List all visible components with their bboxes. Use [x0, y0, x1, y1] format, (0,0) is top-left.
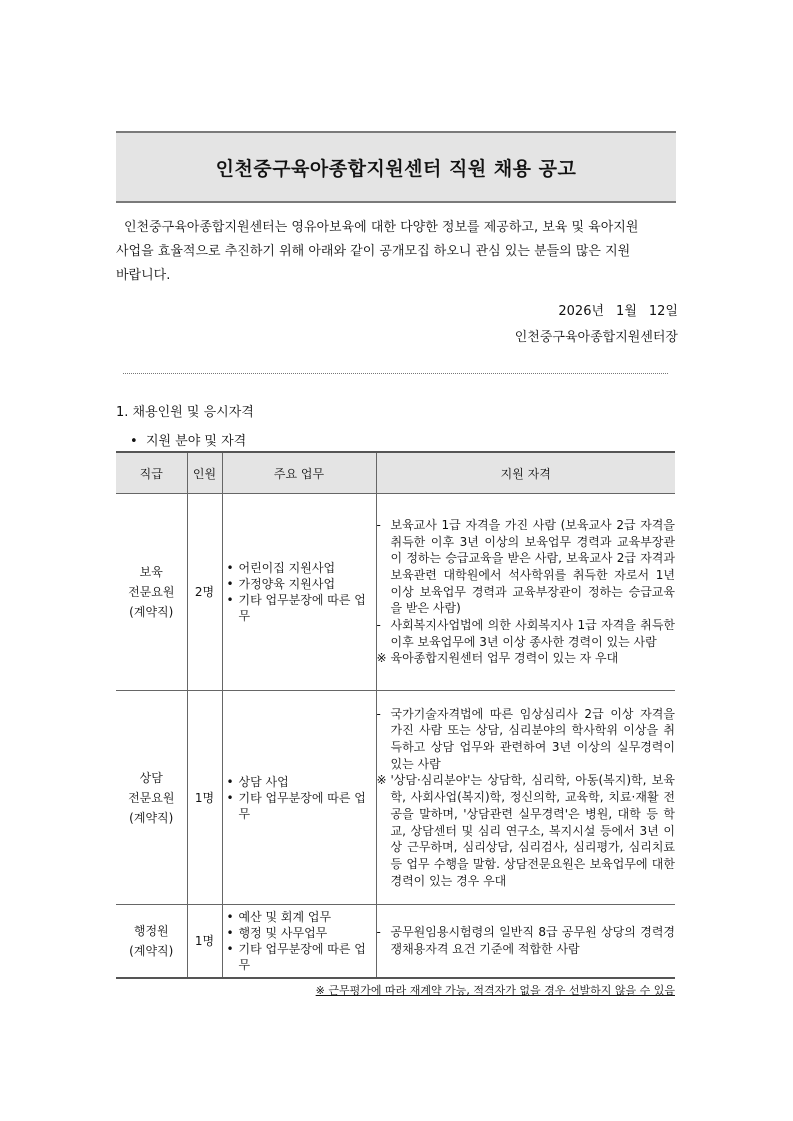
position-line: 상담	[139, 770, 163, 785]
duties-cell	[222, 905, 376, 978]
duty-item: • 가정양육 지원사업	[239, 576, 376, 592]
duty-item: • 행정 및 사무업무	[239, 925, 376, 941]
qualification-marker: -	[376, 706, 381, 721]
dotted-divider	[123, 373, 668, 374]
qualifications-cell	[376, 494, 675, 691]
qualification-text: 보육교사 1급 자격을 가진 사람 (보육교사 2급 자격을 취득한 이후 3년 이상의 보육업무 경력과 교육부장관이 정하는 승급교육을 받은 사람, 보육교사 2급 자격과 보육관련 대학원에서 석사학위를 취득한 자로서 1년 이상 보육업무 경력과 교육부장관이 정하는 승급교육을 받은 사람)	[390, 517, 675, 616]
qualification-item	[377, 617, 676, 650]
qualifications-cell	[376, 905, 675, 978]
notice-date	[515, 299, 678, 325]
recruitment-table	[116, 451, 675, 979]
position-line: (계약직)	[129, 605, 174, 619]
title-box	[116, 131, 676, 203]
position-line: (계약직)	[129, 810, 174, 825]
position-cell	[116, 905, 187, 978]
table-footnote: ※ 근무평가에 따라 재계약 가능, 적격자가 없을 경우 선발하지 않을 수 있음	[315, 984, 675, 997]
qualification-text: 국가기술자격법에 따른 임상심리사 2급 이상 자격을 가진 사람 또는 상담, 심리분야의 학사학위 이상을 취득하고 상담 업무와 관련하여 3년 이상의 실무경력이 있는 사람	[390, 706, 675, 771]
qualification-text: 사회복지사업법에 의한 사회복지사 1급 자격을 취득한 이후 보육업무에 3년 이상 종사한 경력이 있는 사람	[390, 618, 675, 649]
table-header-row	[116, 452, 675, 494]
intro-paragraph	[116, 216, 678, 288]
count-cell: 1명	[187, 905, 222, 978]
qualification-item	[377, 517, 676, 617]
qualification-marker: -	[376, 925, 381, 940]
duty-item: • 기타 업무분장에 따른 업무	[239, 790, 376, 822]
position-line: (계약직)	[129, 943, 174, 958]
header-position: 직급	[116, 452, 187, 494]
qualification-item	[377, 924, 676, 957]
duty-item: • 기타 업무분장에 따른 업무	[239, 941, 376, 973]
qualification-marker: ※	[376, 773, 387, 788]
qualification-text: '상담·심리분야'는 상담학, 심리학, 아동(복지)학, 보육학, 사회사업(복지)학, 정신의학, 교육학, 치료·재활 전공을 말하며, '상담관련 실무경력'은 병원, 대학 등 학교, 상담센터 및 심리 연구소, 복지시설 등에서 3년 이상 근무하며, 심리상담, 심리검사, 심리평가, 심리치료 등 업무 수행을 말함. 상담전문요원은 보육업무에 대한 경력이 있는 경우 우대	[390, 773, 675, 888]
duty-item: • 기타 업무분장에 따른 업무	[239, 592, 376, 624]
section-heading: 1. 채용인원 및 응시자격	[116, 405, 254, 420]
intro-line-2: 사업을 효율적으로 추진하기 위해 아래와 같이 공개모집 하오니 관심 있는 분들의 많은 지원	[116, 244, 631, 259]
intro-line-3: 바랍니다.	[116, 268, 171, 283]
count-cell: 1명	[187, 691, 222, 905]
table-row	[116, 494, 675, 691]
duty-item: • 상담 사업	[239, 774, 376, 790]
duties-cell	[222, 691, 376, 905]
header-duties: 주요 업무	[222, 452, 376, 494]
duties-cell	[222, 494, 376, 691]
qualification-item	[377, 650, 676, 667]
section-subheading: • 지원 분야 및 자격	[130, 434, 247, 449]
position-line: 행정원	[133, 923, 169, 938]
table-row	[116, 905, 675, 978]
qualification-marker: ※	[376, 651, 387, 666]
qualification-marker: -	[376, 618, 381, 633]
duty-item: • 예산 및 회계 업무	[239, 909, 376, 925]
header-count: 인원	[187, 452, 222, 494]
qualification-text: 육아종합지원센터 업무 경력이 있는 자 우대	[390, 651, 619, 666]
position-line: 전문요원	[128, 585, 175, 599]
date-month: 1월	[616, 304, 637, 319]
qualification-item	[377, 772, 676, 889]
position-cell	[116, 494, 187, 691]
duty-item: • 어린이집 지원사업	[239, 560, 376, 576]
issuer: 인천중구육아종합지원센터장	[514, 330, 678, 345]
qualification-item	[377, 706, 676, 773]
date-day: 12일	[648, 304, 678, 319]
section-subheading-text: 지원 분야 및 자격	[145, 434, 247, 449]
page-title: 인천중구육아종합지원센터 직원 채용 공고	[215, 157, 577, 180]
date-year: 2026년	[558, 304, 605, 319]
header-qualifications: 지원 자격	[376, 452, 675, 494]
notice-date-block	[515, 299, 678, 351]
table-row	[116, 691, 675, 905]
intro-line-1: 인천중구육아종합지원센터는 영유아보육에 대한 다양한 정보를 제공하고, 보육 및 육아지원	[124, 220, 639, 235]
count-cell: 2명	[187, 494, 222, 691]
qualification-text: 공무원임용시험령의 일반직 8급 공무원 상당의 경력경쟁채용자격 요건 기준에 적합한 사람	[390, 925, 675, 956]
position-line: 전문요원	[128, 790, 175, 805]
qualifications-cell	[376, 691, 675, 905]
position-line: 보육	[139, 565, 163, 579]
position-cell	[116, 691, 187, 905]
qualification-marker: -	[376, 517, 381, 532]
